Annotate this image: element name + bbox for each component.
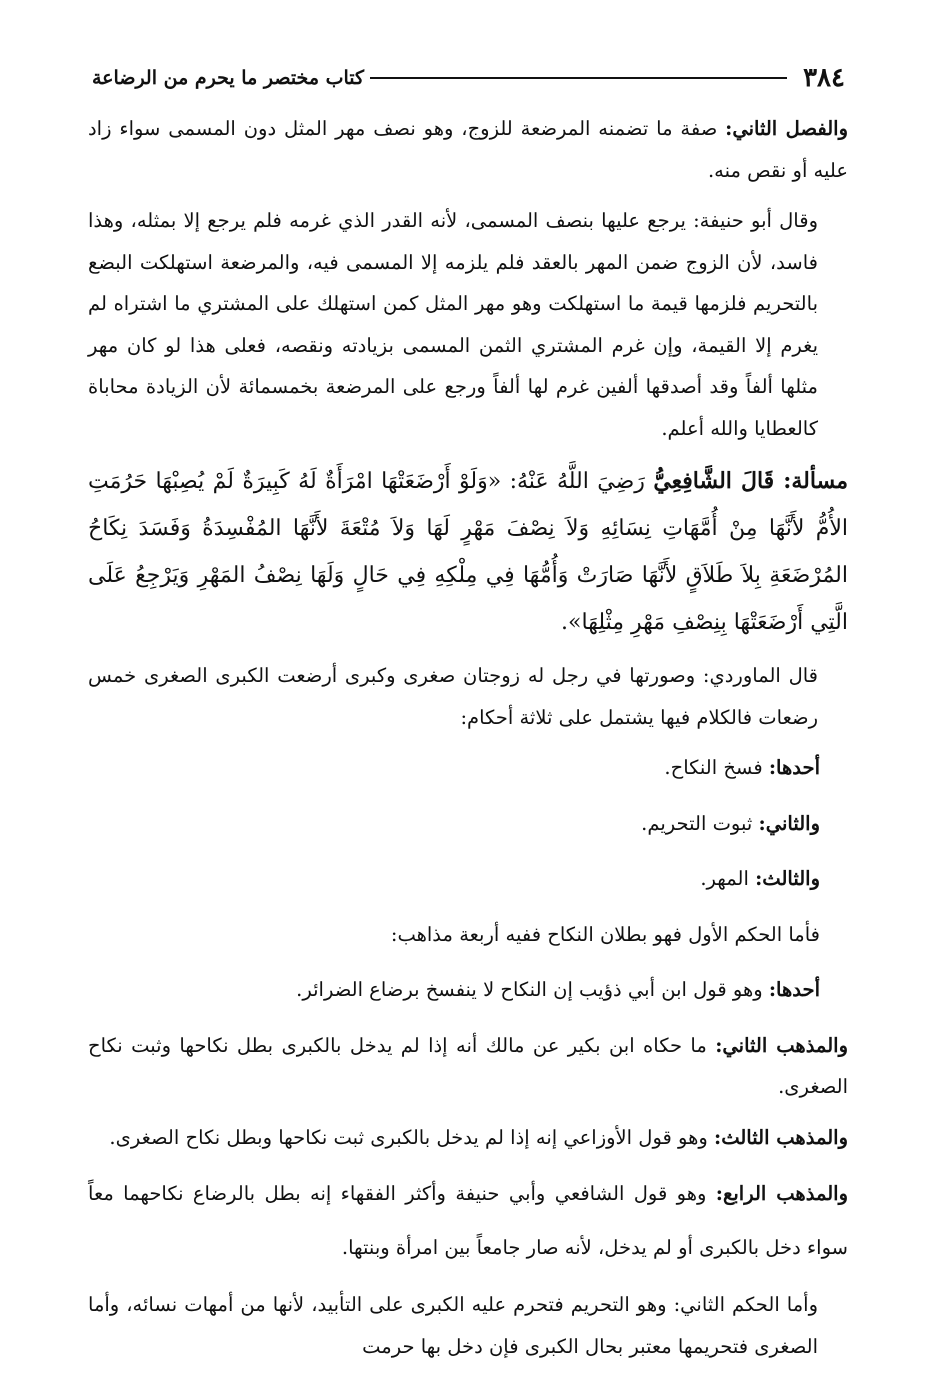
paragraph <box>88 200 848 449</box>
list-item <box>88 858 848 900</box>
paragraph <box>88 655 848 738</box>
item-text: وهو قول ابن أبي ذؤيب إن النكاح لا ينفسخ برضاع الضرائر. <box>296 978 769 1001</box>
item-text: فسخ النكاح. <box>664 756 769 779</box>
paragraph-text: قال الماوردي: وصورتها في رجل له زوجتان صغرى وكبرى أرضعت الكبرى الصغرى خمس رضعات فالكلام فيها يشتمل على ثلاثة أحكام: <box>88 664 818 729</box>
paragraph-text: صفة ما تضمنه المرضعة للزوج، وهو نصف مهر المثل دون المسمى سواء زاد عليه أو نقص منه. <box>88 117 848 182</box>
paragraph-text: وهو قول الأوزاعي إنه إذا لم يدخل بالكبرى ثبت نكاحها وبطل نكاح الصغرى. <box>109 1125 715 1149</box>
item-lead: والثاني: <box>758 811 820 835</box>
item-lead: والثالث: <box>755 867 820 890</box>
paragraph <box>88 108 848 191</box>
list-item <box>88 747 848 789</box>
paragraph <box>88 1284 848 1367</box>
book-title: كتاب مختصر ما يحرم من الرضاعة <box>92 67 365 89</box>
madhhab-lead: والمذهب الثاني: <box>715 1033 848 1057</box>
page-number: ٣٨٤ <box>803 63 845 93</box>
paragraph-text: وهو قول الشافعي وأبي حنيفة وأكثر الفقهاء إنه بطل بالرضاع نكاحهما معاً سواء دخل بالكبرى أو لم يدخل، لأنه صار جامعاً بين امرأة وبنتها. <box>88 1182 848 1259</box>
paragraph-text: فأما الحكم الأول فهو بطلان النكاح ففيه أربعة مذاهب: <box>390 922 820 946</box>
masala-paragraph <box>88 458 848 646</box>
paragraph <box>88 914 848 956</box>
madhhab-paragraph <box>88 1167 848 1275</box>
item-lead: أحدها: <box>768 978 820 1001</box>
list-item <box>88 803 848 845</box>
item-text: ثبوت التحريم. <box>641 811 759 835</box>
madhhab-lead: والمذهب الرابع: <box>715 1182 849 1205</box>
header-rule <box>370 77 787 79</box>
quoted-text: رَضِيَ اللَّهُ عَنْهُ: «وَلَوْ أَرْضَعَتْهَا امْرَأَةٌ لَهُ كَبِيرَةٌ لَمْ يُصِبْهَا حَرُمَتِ الأُمُّ لأَنَّهَا مِنْ أُمَّهَاتِ نِسَائِهِ وَلاَ نِصْفَ مَهْرٍ لَهَا وَلاَ مُتْعَةَ لأَنَّهَا المُفْسِدَةُ وَفَسَدَ نِكَاحُ المُرْضَعَةِ بِلاَ طَلاَقٍ لأَنَّهَا صَارَتْ وَأُمُّهَا فِي مِلْكِهِ فِي حَالٍ وَلَهَا نِصْفُ المَهْرِ وَيَرْجِعُ عَلَى الَّتِي أَرْضَعَتْهَا بِنِصْفِ مَهْرِ مِثْلِهَا». <box>88 469 848 635</box>
paragraph-text: وقال أبو حنيفة: يرجع عليها بنصف المسمى، لأنه القدر الذي غرمه فلم يرجع إلا بمثله، وهذا فاسد، لأن الزوج ضمن المهر بالعقد فلم يلزمه إلا المسمى فيه، والمرضعة استهلكت البضع بالتحريم فلزمها قيمة ما استهلكت وهو مهر المثل كمن استهلك على المشتري ما اشتراه لم يغرم إلا القيمة، وإن غرم المشتري الثمن المسمى بزيادته ونقصه، فعلى هذا لو كان مهر مثلها ألفاً وقد أصدقها ألفين غرم لها ألفاً ورجع على المرضعة بخمسمائة لأن الزيادة محاباة كالعطايا والله أعلم. <box>88 209 818 440</box>
section-lead: والفصل الثاني: <box>725 117 849 140</box>
item-text: المهر. <box>700 867 756 890</box>
list-item <box>88 969 848 1011</box>
item-lead: أحدها: <box>768 756 820 779</box>
running-header <box>92 58 845 98</box>
madhhab-paragraph <box>88 1117 848 1159</box>
body-text <box>88 108 848 1376</box>
paragraph-text: وأما الحكم الثاني: وهو التحريم فتحرم عليه الكبرى على التأبيد، لأنها من أمهات نسائه، وأما الصغرى فتحريمها معتبر بحال الكبرى فإن دخل بها حرمت <box>88 1293 818 1358</box>
madhhab-lead: والمذهب الثالث: <box>714 1125 848 1149</box>
paragraph-text: ما حكاه ابن بكير عن مالك أنه إذا لم يدخل بالكبرى بطل نكاحها وثبت نكاح الصغرى. <box>88 1033 848 1098</box>
masala-lead: مسألة: قَالَ الشَّافِعِيُّ <box>653 468 848 494</box>
madhhab-paragraph <box>88 1025 848 1108</box>
